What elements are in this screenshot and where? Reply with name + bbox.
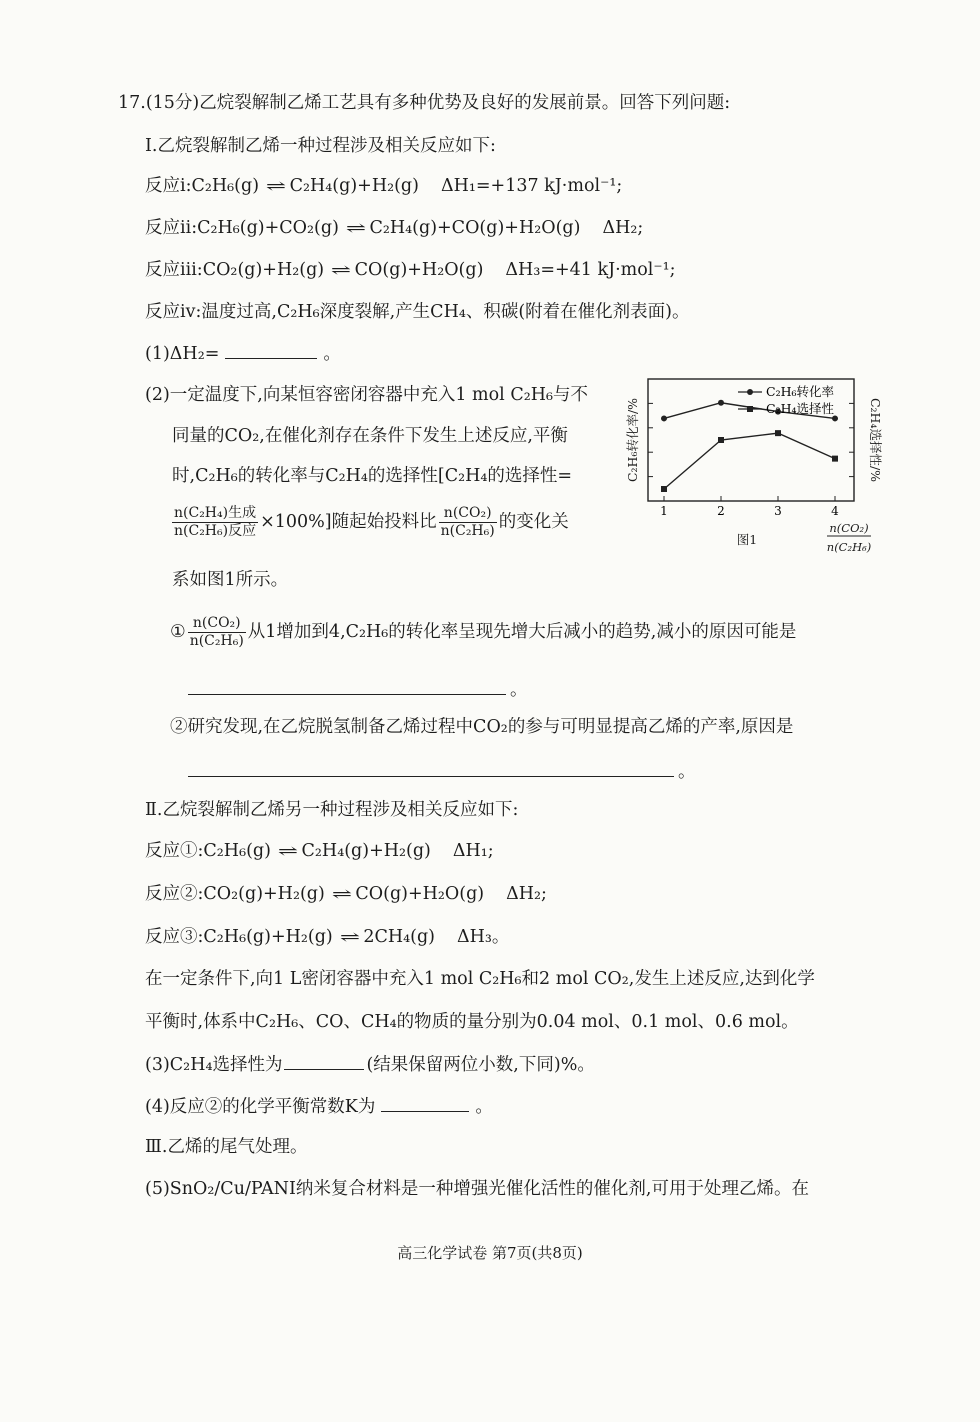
reaction-ii: 反应ⅱ:C₂H₆(g)+CO₂(g) ⇌ C₂H₄(g)+CO(g)+H₂O(g) ΔH₂;: [145, 215, 643, 241]
question-4: (4)反应②的化学平衡常数K为 。: [145, 1093, 493, 1120]
selectivity-fraction: $\frac{\text{n(C₂H₄)生成}}{\text{n(C₂H₆)反应}}$: [174, 505, 257, 539]
question-3: (3)C₂H₄选择性为 (结果保留两位小数,下同)%。: [145, 1051, 595, 1078]
series-line-2: [664, 433, 835, 489]
answer-blank-1[interactable]: [225, 340, 317, 359]
reaction-2: 反应②:CO₂(g)+H₂(g) ⇌ CO(g)+H₂O(g) ΔH₂;: [145, 881, 547, 907]
data-point: [661, 415, 667, 421]
question-2-line-5: 系如图1所示。: [172, 570, 289, 590]
reaction-iii: 反应ⅲ:CO₂(g)+H₂(g) ⇌ CO(g)+H₂O(g) ΔH₃=+41 kJ·mol⁻¹;: [145, 257, 676, 283]
part3-title: Ⅲ.乙烯的尾气处理。: [145, 1137, 308, 1157]
question-5: (5)SnO₂/Cu/PANI纳米复合材料是一种增强光催化活性的催化剂,可用于处理乙烯。在: [145, 1179, 809, 1199]
y-axis-label-right: C₂H₄选择性/%: [868, 397, 883, 483]
x-axis-label-numerator: n(CO₂): [829, 521, 869, 535]
reaction-iv: 反应ⅳ:温度过高,C₂H₆深度裂解,产生CH₄、积碳(附着在催化剂表面)。: [145, 302, 690, 322]
ratio-fraction: $\frac{\text{n(CO₂)}}{\text{n(C₂H₆)}}$: [189, 615, 244, 649]
question-2-line-1: (2)一定温度下,向某恒容密闭容器中充入1 mol C₂H₆与不: [145, 385, 589, 405]
page-footer: 高三化学试卷 第7页(共8页): [397, 1244, 583, 1262]
x-tick-label: 1: [660, 504, 668, 518]
x-tick-label: 3: [774, 504, 782, 518]
data-point: [832, 456, 838, 462]
question-2-sub-1-answer: 。: [188, 676, 528, 703]
answer-blank-2-1[interactable]: [188, 676, 506, 695]
reaction-i: 反应ⅰ:C₂H₆(g) ⇌ C₂H₄(g)+H₂(g) ΔH₁=+137 kJ·mol⁻¹;: [145, 173, 622, 199]
question-2-sub-2: ②研究发现,在乙烷脱氢制备乙烯过程中CO₂的参与可明显提高乙烯的产率,原因是: [170, 717, 794, 737]
reaction-3: 反应③:C₂H₆(g)+H₂(g) ⇌ 2CH₄(g) ΔH₃。: [145, 924, 509, 950]
data-point: [832, 415, 838, 421]
condition-line-2: 平衡时,体系中C₂H₆、CO、CH₄的物质的量分别为0.04 mol、0.1 mol、0.6 mol。: [145, 1012, 799, 1032]
question-2-line-2: 同量的CO₂,在催化剂存在条件下发生上述反应,平衡: [172, 426, 568, 446]
x-tick-label: 4: [831, 504, 839, 518]
equilibrium-arrow-icon: ⇌: [330, 261, 348, 279]
x-axis-label-denominator: n(C₂H₆): [826, 540, 872, 554]
data-point: [775, 430, 781, 436]
question-2-sub-1: ① $\frac{\text{n(CO₂)}}{\text{n(C₂H₆)}}$ 从1增加到4,C₂H₆的转化率呈现先增大后减小的趋势,减小的原因可能是: [170, 615, 797, 649]
equilibrium-arrow-icon: ⇌: [331, 885, 349, 903]
legend-label: C₂H₄选择性: [766, 401, 834, 416]
equilibrium-arrow-icon: ⇌: [265, 177, 283, 195]
equilibrium-arrow-icon: ⇌: [277, 842, 295, 860]
ratio-fraction: $\frac{\text{n(CO₂)}}{\text{n(C₂H₆)}}$: [440, 505, 495, 539]
data-point: [661, 486, 667, 492]
data-point: [718, 400, 724, 406]
y-axis-label-left: C₂H₆转化率/%: [625, 397, 640, 483]
legend-marker: [747, 406, 753, 412]
figure-title: 图1: [736, 532, 758, 547]
equilibrium-arrow-icon: ⇌: [339, 928, 357, 946]
legend-label: C₂H₆转化率: [766, 384, 834, 399]
reaction-1: 反应①:C₂H₆(g) ⇌ C₂H₄(g)+H₂(g) ΔH₁;: [145, 838, 494, 864]
part1-title: Ⅰ.乙烷裂解制乙烯一种过程涉及相关反应如下:: [145, 136, 496, 156]
question-1: (1)ΔH₂= 。: [145, 340, 341, 367]
answer-blank-4[interactable]: [381, 1093, 469, 1112]
data-point: [718, 437, 724, 443]
answer-blank-2-2[interactable]: [188, 758, 674, 777]
condition-line-1: 在一定条件下,向1 L密闭容器中充入1 mol C₂H₆和2 mol CO₂,发生上述反应,达到化学: [145, 969, 815, 989]
answer-blank-3[interactable]: [284, 1051, 364, 1070]
question-2-line-3: 时,C₂H₆的转化率与C₂H₄的选择性[C₂H₄的选择性=: [172, 466, 573, 486]
question-2-sub-2-answer: 。: [188, 758, 696, 785]
question-2-line-4: $\frac{\text{n(C₂H₄)生成}}{\text{n(C₂H₆)反应}}$ ×100%]随起始投料比 $\frac{\text{n(CO₂)}}{\text{n(C₂H₆)}}$ 的变化关: [174, 505, 569, 539]
legend-marker: [747, 389, 753, 395]
question-header: 17.(15分)乙烷裂解制乙烯工艺具有多种优势及良好的发展前景。回答下列问题:: [118, 93, 731, 113]
equilibrium-arrow-icon: ⇌: [345, 219, 363, 237]
part2-title: Ⅱ.乙烷裂解制乙烯另一种过程涉及相关反应如下:: [145, 800, 519, 820]
x-tick-label: 2: [717, 504, 725, 518]
figure-1-chart: [620, 375, 890, 560]
